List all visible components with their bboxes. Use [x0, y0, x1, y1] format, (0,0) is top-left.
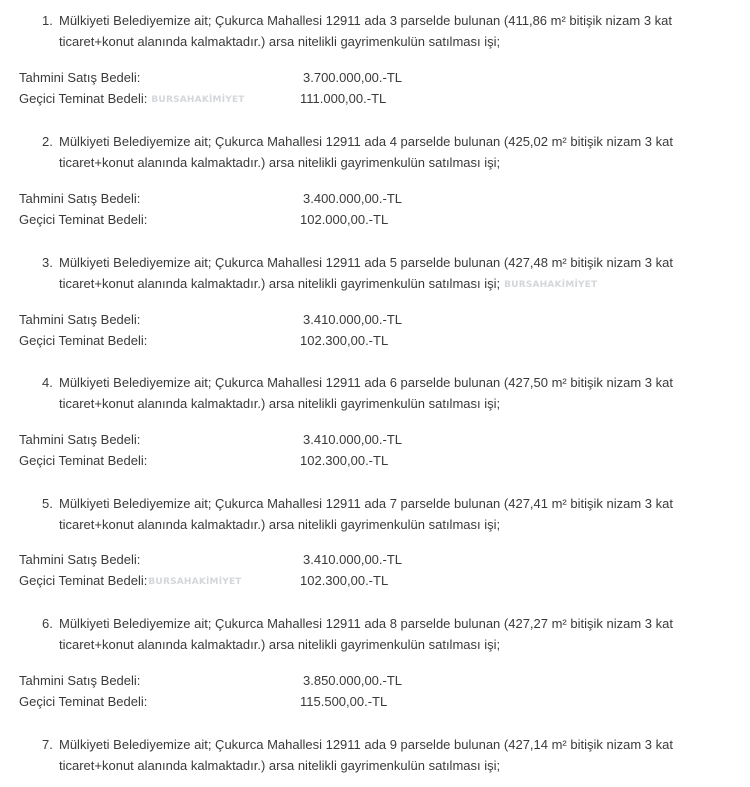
guarantee-value: 102.300,00.-TL	[300, 333, 389, 348]
item-line-1: Mülkiyeti Belediyemize ait; Çukurca Mahallesi 12911 ada 6 parselde bulunan (427,50 m² bitişik nizam 3 kat	[59, 375, 673, 390]
guarantee-label-text: Geçici Teminat Bedeli:	[19, 573, 148, 588]
item-number: 6.	[42, 616, 53, 631]
guarantee-row	[19, 89, 739, 109]
item-line-2: ticaret+konut alanında kalmaktadır.) arsa nitelikli gayrimenkulün satılması işi;	[59, 34, 501, 49]
item-number: 7.	[42, 737, 53, 752]
guarantee-label	[19, 89, 245, 110]
item-line-1: Mülkiyeti Belediyemize ait; Çukurca Mahallesi 12911 ada 4 parselde bulunan (425,02 m² bitişik nizam 3 kat	[59, 134, 673, 149]
guarantee-value: 111.000,00.-TL	[300, 91, 387, 106]
guarantee-label: Geçici Teminat Bedeli:	[19, 694, 148, 709]
item-line-2-text: ticaret+konut alanında kalmaktadır.) arsa nitelikli gayrimenkulün satılması işi;	[59, 276, 501, 291]
estimate-label: Tahmini Satış Bedeli:	[19, 191, 141, 206]
guarantee-row	[19, 210, 739, 230]
estimate-value: 3.400.000,00.-TL	[303, 191, 403, 206]
item-number: 2.	[42, 134, 53, 149]
estimate-row	[19, 671, 739, 691]
item-description	[42, 252, 732, 296]
item-number: 1.	[42, 13, 53, 28]
item-number: 4.	[42, 375, 53, 390]
guarantee-value: 102.000,00.-TL	[300, 212, 389, 227]
watermark: BURSAHAKİMİYET	[504, 280, 598, 290]
item-line-2: ticaret+konut alanında kalmaktadır.) arsa nitelikli gayrimenkulün satılması işi;	[59, 155, 501, 170]
estimate-row	[19, 68, 739, 88]
item-line-2: ticaret+konut alanında kalmaktadır.) arsa nitelikli gayrimenkulün satılması işi;	[59, 517, 501, 532]
item-description	[42, 613, 732, 655]
item-line-1: Mülkiyeti Belediyemize ait; Çukurca Mahallesi 12911 ada 7 parselde bulunan (427,41 m² bitişik nizam 3 kat	[59, 496, 673, 511]
item-line-2: ticaret+konut alanında kalmaktadır.) arsa nitelikli gayrimenkulün satılması işi;	[59, 637, 501, 652]
item-description	[42, 372, 732, 414]
guarantee-value: 102.300,00.-TL	[300, 573, 389, 588]
guarantee-label-text: Geçici Teminat Bedeli:	[19, 91, 148, 106]
guarantee-row	[19, 571, 739, 591]
guarantee-row	[19, 692, 739, 712]
item-line-2	[42, 273, 732, 296]
guarantee-value: 115.500,00.-TL	[300, 694, 388, 709]
estimate-row	[19, 550, 739, 570]
item-description	[42, 734, 732, 776]
estimate-value: 3.410.000,00.-TL	[303, 312, 403, 327]
item-number: 5.	[42, 496, 53, 511]
watermark: BURSAHAKİMİYET	[148, 577, 242, 587]
guarantee-label: Geçici Teminat Bedeli:	[19, 212, 148, 227]
item-number: 3.	[42, 255, 53, 270]
item-description	[42, 131, 732, 173]
item-line-2: ticaret+konut alanında kalmaktadır.) arsa nitelikli gayrimenkulün satılması işi;	[59, 396, 501, 411]
estimate-label: Tahmini Satış Bedeli:	[19, 70, 141, 85]
estimate-label: Tahmini Satış Bedeli:	[19, 312, 141, 327]
estimate-row	[19, 189, 739, 209]
estimate-label: Tahmini Satış Bedeli:	[19, 432, 141, 447]
item-line-1: Mülkiyeti Belediyemize ait; Çukurca Mahallesi 12911 ada 3 parselde bulunan (411,86 m² bitişik nizam 3 kat	[59, 13, 672, 28]
estimate-row	[19, 310, 739, 330]
item-description	[42, 10, 732, 52]
item-line-2: ticaret+konut alanında kalmaktadır.) arsa nitelikli gayrimenkulün satılması işi;	[59, 758, 501, 773]
guarantee-label: Geçici Teminat Bedeli:	[19, 333, 148, 348]
estimate-value: 3.410.000,00.-TL	[303, 552, 403, 567]
estimate-label: Tahmini Satış Bedeli:	[19, 552, 141, 567]
item-description	[42, 493, 732, 535]
estimate-row	[19, 430, 739, 450]
estimate-label: Tahmini Satış Bedeli:	[19, 673, 141, 688]
item-line-1: Mülkiyeti Belediyemize ait; Çukurca Mahallesi 12911 ada 9 parselde bulunan (427,14 m² bitişik nizam 3 kat	[59, 737, 673, 752]
guarantee-label	[19, 571, 242, 592]
estimate-value: 3.700.000,00.-TL	[303, 70, 403, 85]
guarantee-row	[19, 451, 739, 471]
watermark: BURSAHAKİMİYET	[151, 95, 245, 105]
item-line-1: Mülkiyeti Belediyemize ait; Çukurca Mahallesi 12911 ada 5 parselde bulunan (427,48 m² bitişik nizam 3 kat	[59, 255, 673, 270]
item-line-1: Mülkiyeti Belediyemize ait; Çukurca Mahallesi 12911 ada 8 parselde bulunan (427,27 m² bitişik nizam 3 kat	[59, 616, 673, 631]
guarantee-row	[19, 331, 739, 351]
estimate-value: 3.850.000,00.-TL	[303, 673, 403, 688]
guarantee-value: 102.300,00.-TL	[300, 453, 389, 468]
estimate-value: 3.410.000,00.-TL	[303, 432, 403, 447]
guarantee-label: Geçici Teminat Bedeli:	[19, 453, 148, 468]
